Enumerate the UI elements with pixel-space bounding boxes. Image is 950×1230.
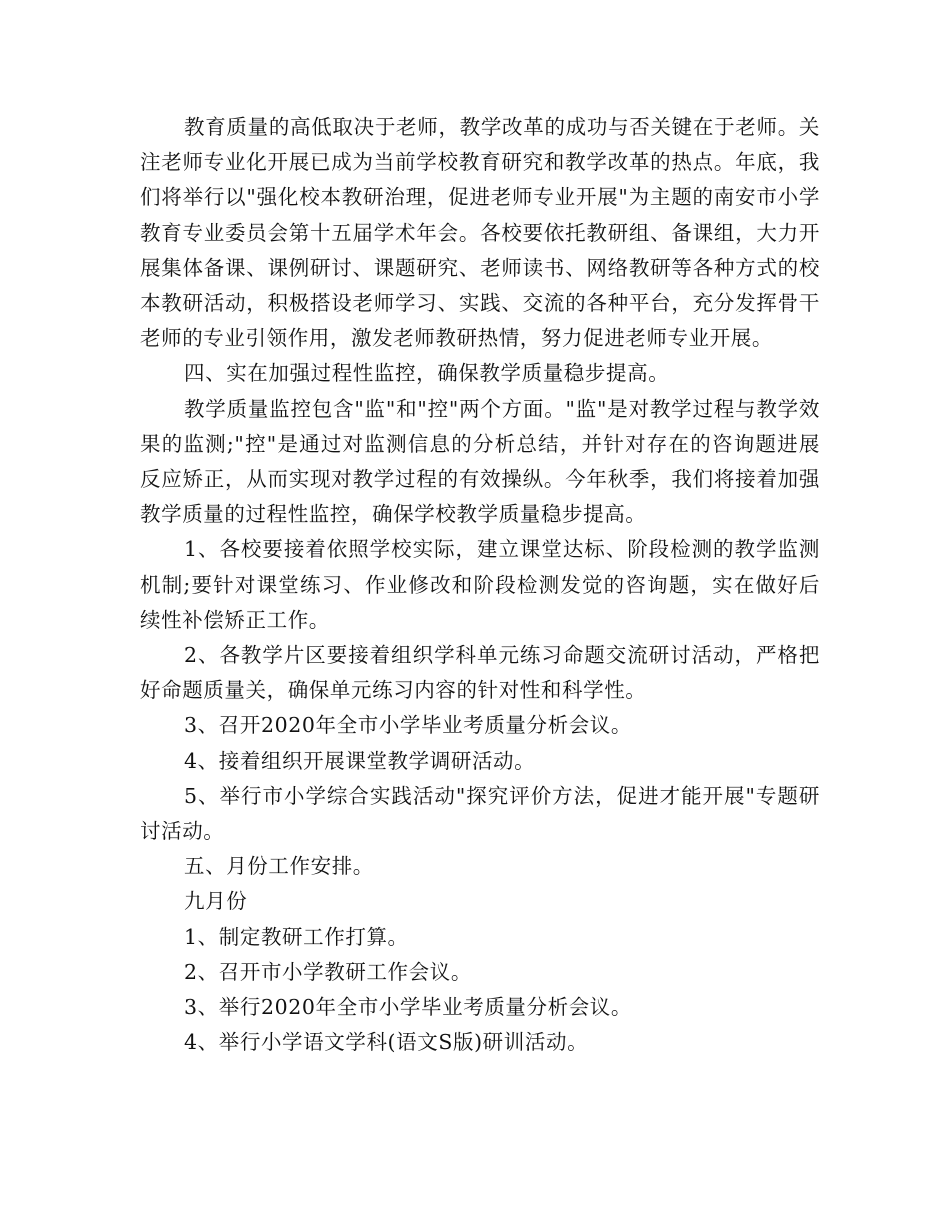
paragraph-quality-monitoring: 教学质量监控包含"监"和"控"两个方面。"监"是对教学过程与教学效果的监测;"控"是通过对监测信息的分析总结，并针对存在的咨询题进展反应矫正，从而实现对教学过程的有效操纵。今年秋季，我们将接着加强教学质量的过程性监控，确保学校教学质量稳步提高。 [140, 396, 820, 527]
list-item-monitoring-1: 1、各校要接着依照学校实际，建立课堂达标、阶段检测的教学监测机制;要针对课堂练习、作业修改和阶段检测发觉的咨询题，实在做好后续性补偿矫正工作。 [140, 537, 820, 632]
list-item-monitoring-4: 4、接着组织开展课堂教学调研活动。 [184, 748, 536, 773]
list-item-monitoring-3: 3、召开2020年全市小学毕业考质量分析会议。 [184, 713, 633, 738]
heading-section-four: 四、实在加强过程性监控，确保教学质量稳步提高。 [184, 361, 670, 386]
heading-september: 九月份 [184, 889, 248, 914]
heading-section-five: 五、月份工作安排。 [184, 854, 374, 879]
list-item-september-3: 3、举行2020年全市小学毕业考质量分析会议。 [184, 995, 633, 1020]
paragraph-teacher-development: 教育质量的高低取决于老师，教学改革的成功与否关键在于老师。关注老师专业化开展已成为当前学校教育研究和教学改革的热点。年底，我们将举行以"强化校本教研治理，促进老师专业开展"为主题的南安市小学教育专业委员会第十五届学术年会。各校要依托教研组、备课组，大力开展集体备课、课例研讨、课题研究、老师读书、网络教研等各种方式的校本教研活动，积极搭设老师学习、实践、交流的各种平台，充分发挥骨干老师的专业引领作用，激发老师教研热情，努力促进老师专业开展。 [140, 115, 820, 351]
list-item-september-2: 2、召开市小学教研工作会议。 [184, 959, 472, 984]
list-item-september-4: 4、举行小学语文学科(语文S版)研训活动。 [184, 1030, 589, 1055]
document-body [140, 110, 820, 1060]
list-item-monitoring-5: 5、举行市小学综合实践活动"探究评价方法，促进才能开展"专题研讨活动。 [140, 783, 820, 844]
list-item-monitoring-2: 2、各教学片区要接着组织学科单元练习命题交流研讨活动，严格把好命题质量关，确保单元练习内容的针对性和科学性。 [140, 643, 820, 703]
list-item-september-1: 1、制定教研工作打算。 [184, 924, 409, 949]
